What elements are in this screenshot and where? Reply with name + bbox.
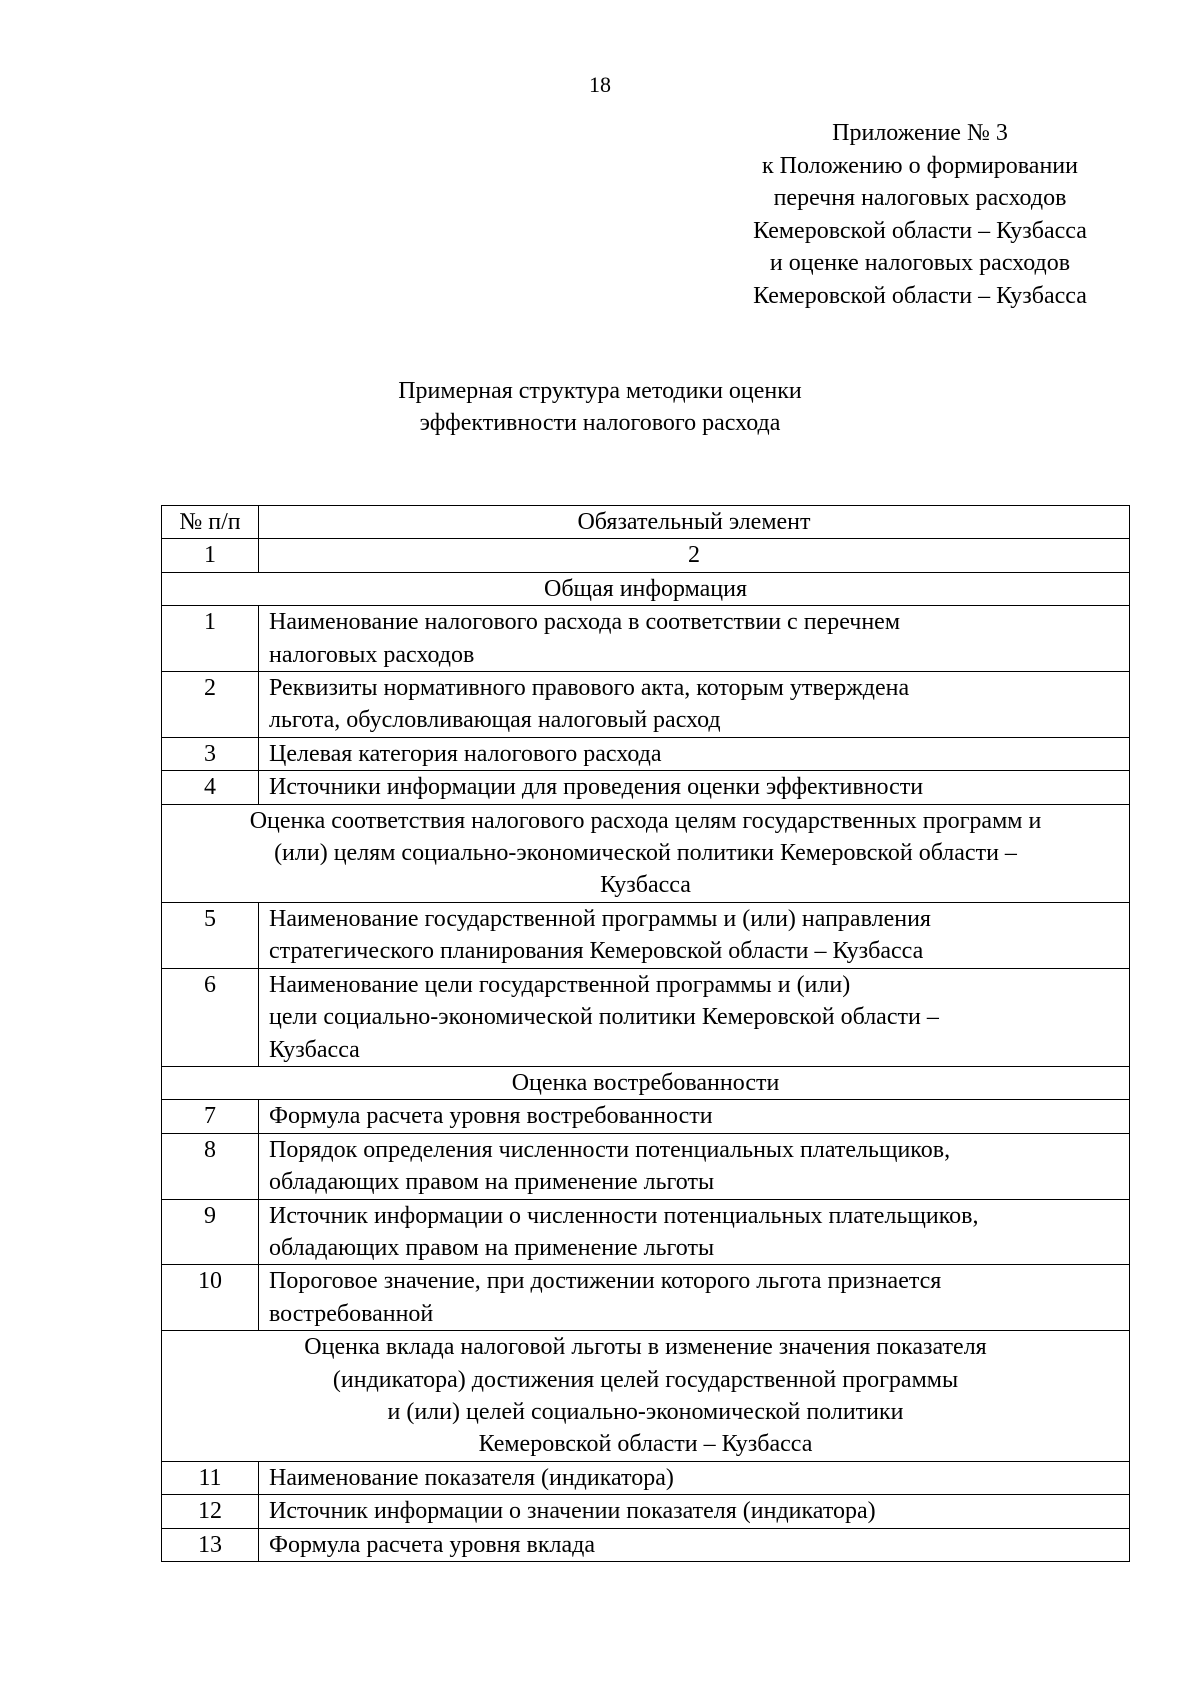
row-number: 5	[162, 902, 259, 968]
row-element-line: Источники информации для проведения оценки эффективности	[269, 774, 924, 801]
title-line: эффективности налогового расхода	[419, 410, 781, 436]
row-number: 13	[162, 1528, 259, 1561]
table-row	[162, 771, 1130, 804]
table-row	[162, 1199, 1130, 1265]
row-element-line: Целевая категория налогового расхода	[269, 740, 662, 767]
table-row	[162, 672, 1130, 738]
appendix-line: перечня налоговых расходов	[773, 185, 1067, 211]
column-number-2: 2	[259, 539, 1130, 572]
section-title-line: (или) целям социально-экономической политики Кемеровской области –	[274, 840, 1017, 867]
row-element-line: льгота, обусловливающая налоговый расход	[269, 707, 721, 734]
row-element	[259, 737, 1130, 770]
table-row	[162, 1100, 1130, 1133]
header-number-column: № п/п	[162, 506, 259, 539]
page-number: 18	[589, 72, 611, 97]
table-body	[162, 572, 1130, 1561]
table-row	[162, 1528, 1130, 1561]
row-number: 3	[162, 737, 259, 770]
column-numbering-row	[162, 539, 1130, 572]
row-number: 11	[162, 1461, 259, 1494]
row-element	[259, 1495, 1130, 1528]
table-row	[162, 737, 1130, 770]
section-title	[162, 1066, 1130, 1099]
row-element-line: Наименование государственной программы и (или) направления	[269, 905, 931, 932]
appendix-reference	[700, 117, 1140, 312]
section-title	[162, 804, 1130, 902]
row-element-line: Источник информации о численности потенциальных плательщиков,	[269, 1202, 979, 1229]
row-element	[259, 1461, 1130, 1494]
row-number: 6	[162, 968, 259, 1066]
row-element-line: Пороговое значение, при достижении которого льгота признается	[269, 1268, 942, 1295]
row-element-line: Формула расчета уровня востребованности	[269, 1103, 713, 1130]
table-row	[162, 902, 1130, 968]
row-element	[259, 1199, 1130, 1265]
row-element-line: Порядок определения численности потенциальных плательщиков,	[269, 1136, 951, 1163]
methodology-structure-table	[161, 505, 1130, 1562]
row-element-line: Реквизиты нормативного правового акта, которым утверждена	[269, 675, 910, 702]
row-element-line: Формула расчета уровня вклада	[269, 1531, 596, 1558]
table-row	[162, 1461, 1130, 1494]
row-element-line: Источник информации о значении показателя (индикатора)	[269, 1498, 876, 1525]
row-number: 8	[162, 1133, 259, 1199]
row-element	[259, 606, 1130, 672]
row-number: 12	[162, 1495, 259, 1528]
section-title-line: Оценка востребованности	[511, 1069, 780, 1096]
row-element	[259, 968, 1130, 1066]
header-element-column: Обязательный элемент	[259, 506, 1130, 539]
section-title	[162, 572, 1130, 605]
appendix-line: Кемеровской области – Кузбасса	[753, 217, 1087, 244]
row-element-line: налоговых расходов	[269, 641, 475, 668]
table-row	[162, 968, 1130, 1066]
row-number: 2	[162, 672, 259, 738]
section-header-row	[162, 1331, 1130, 1462]
appendix-line: к Положению о формировании	[761, 152, 1078, 179]
section-title-line: Кузбасса	[600, 872, 691, 899]
row-element-line: востребованной	[269, 1300, 434, 1327]
section-header-row	[162, 1066, 1130, 1099]
section-title-line: (индикатора) достижения целей государственной программы	[332, 1366, 959, 1393]
appendix-line: и оценке налоговых расходов	[769, 250, 1071, 276]
row-element-line: Наименование показателя (индикатора)	[269, 1464, 674, 1491]
row-element-line: обладающих правом на применение льготы	[269, 1169, 715, 1196]
row-element-line: Наименование цели государственной программы и (или)	[269, 971, 851, 998]
column-number-1: 1	[162, 539, 259, 572]
row-element-line: цели социально-экономической политики Кемеровской области –	[269, 1004, 939, 1031]
row-element-line: обладающих правом на применение льготы	[269, 1234, 715, 1261]
table-row	[162, 1133, 1130, 1199]
row-element	[259, 1528, 1130, 1561]
row-element	[259, 672, 1130, 738]
section-title	[162, 1331, 1130, 1462]
table-header-row	[162, 506, 1130, 539]
section-title-line: и (или) целей социально-экономической политики	[387, 1398, 904, 1425]
section-header-row	[162, 804, 1130, 902]
section-title-line: Оценка вклада налоговой льготы в изменение значения показателя	[304, 1334, 987, 1361]
document-title	[0, 375, 1200, 439]
row-number: 7	[162, 1100, 259, 1133]
table-row	[162, 1495, 1130, 1528]
row-element-line: Кузбасса	[269, 1036, 360, 1063]
section-title-line: Кемеровской области – Кузбасса	[478, 1431, 813, 1458]
row-number: 1	[162, 606, 259, 672]
table-row	[162, 606, 1130, 672]
section-title-line: Оценка соответствия налогового расхода целям государственных программ и	[249, 807, 1042, 834]
row-element	[259, 1265, 1130, 1331]
row-number: 10	[162, 1265, 259, 1331]
row-element-line: Наименование налогового расхода в соответствии с перечнем	[269, 609, 901, 636]
section-header-row	[162, 572, 1130, 605]
row-element	[259, 1100, 1130, 1133]
row-element	[259, 771, 1130, 804]
appendix-line: Кемеровской области – Кузбасса	[753, 282, 1087, 309]
table-row	[162, 1265, 1130, 1331]
row-number: 9	[162, 1199, 259, 1265]
row-element	[259, 1133, 1130, 1199]
row-element	[259, 902, 1130, 968]
row-element-line: стратегического планирования Кемеровской области – Кузбасса	[269, 938, 924, 965]
title-line: Примерная структура методики оценки	[398, 378, 802, 404]
section-title-line: Общая информация	[544, 575, 747, 602]
row-number: 4	[162, 771, 259, 804]
appendix-line: Приложение № 3	[832, 120, 1008, 146]
